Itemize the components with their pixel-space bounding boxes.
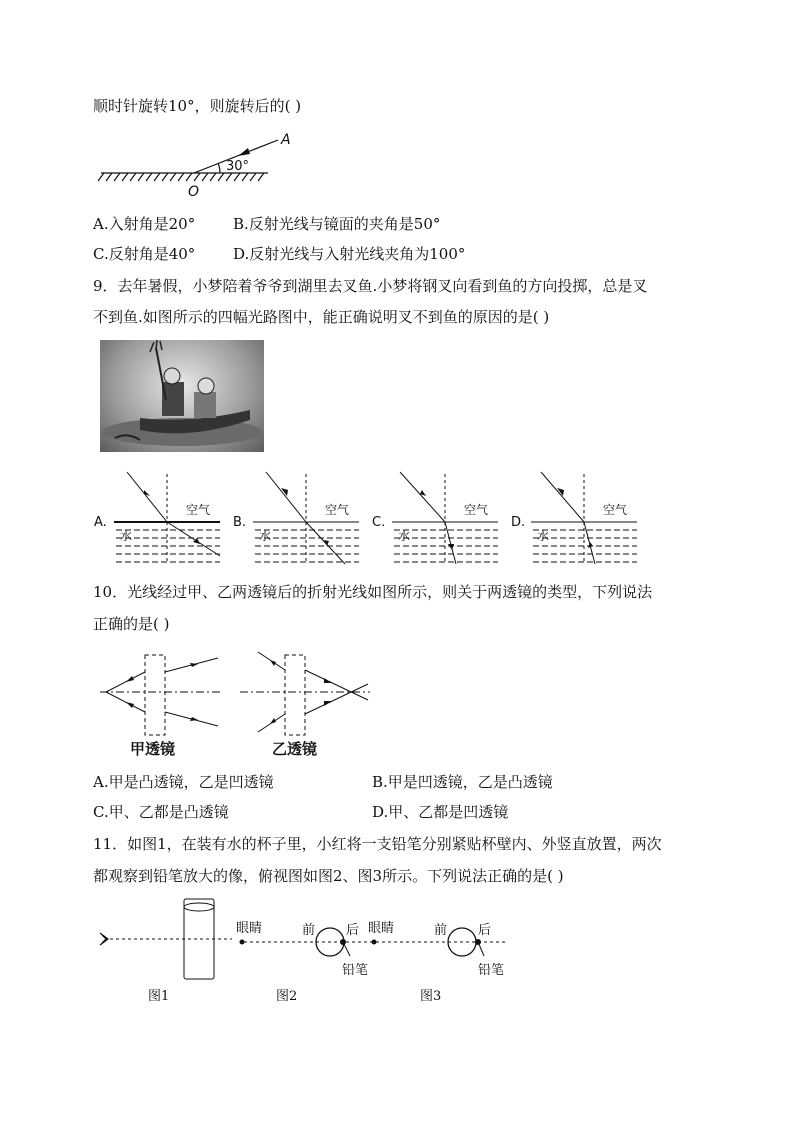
- q9-diagram-c: [372, 468, 502, 568]
- q9-line-1: 9．去年暑假，小梦陪着爷爷到湖里去叉鱼.小梦将钢叉向看到鱼的方向投掷，总是叉: [93, 277, 648, 295]
- figure-2-pencil-label: 铅笔: [342, 963, 369, 978]
- q9-diagram-d: [511, 468, 641, 568]
- q8-point-a: A: [281, 132, 291, 148]
- figure-2-back-label: 后: [346, 923, 360, 938]
- q10-option-c: C.甲、乙都是凸透镜: [93, 803, 229, 821]
- q8-mirror-figure: [98, 128, 298, 198]
- q9-diagram-d-water: 水: [537, 529, 550, 543]
- figure-2-caption: 图2: [276, 989, 298, 1004]
- q8-point-o: O: [188, 184, 200, 200]
- q9-diagram-a-letter: A.: [94, 515, 107, 530]
- figure-2-topview: [236, 912, 386, 1002]
- q9-diagram-a-air: 空气: [186, 503, 211, 517]
- q9-diagram-d-air: 空气: [603, 503, 628, 517]
- q11-line-2: 都观察到铅笔放大的像，俯视图如图2、图3所示。下列说法正确的是( ): [93, 867, 564, 885]
- q9-diagram-d-letter: D.: [511, 515, 526, 530]
- lens-jia-caption: 甲透镜: [130, 740, 176, 758]
- lens-yi-caption: 乙透镜: [272, 740, 318, 758]
- q8-stem-tail: 顺时针旋转10°，则旋转后的( ): [93, 97, 302, 115]
- figure-3-eye-label: 眼睛: [368, 921, 395, 936]
- q8-option-d: D.反射光线与入射光线夹角为100°: [233, 245, 466, 263]
- eye-icon: [100, 933, 108, 945]
- figure-2-front-label: 前: [302, 923, 316, 938]
- q9-diagram-a-water: 水: [120, 529, 133, 543]
- q9-diagram-b-air: 空气: [325, 503, 350, 517]
- q8-option-c: C.反射角是40°: [93, 245, 196, 263]
- figure-1-cup: [96, 895, 236, 985]
- q9-diagram-c-letter: C.: [372, 515, 386, 530]
- q10-option-a: A.甲是凸透镜，乙是凹透镜: [93, 773, 274, 791]
- q9-diagram-a: [94, 468, 224, 568]
- q10-line-2: 正确的是( ): [93, 615, 170, 633]
- q8-option-a: A.入射角是20°: [93, 215, 196, 233]
- q9-diagram-b-water: 水: [259, 529, 272, 543]
- q10-line-1: 10．光线经过甲、乙两透镜后的折射光线如图所示，则关于两透镜的类型，下列说法: [93, 583, 653, 601]
- q9-diagram-c-air: 空气: [464, 503, 489, 517]
- q8-option-b: B.反射光线与镜面的夹角是50°: [233, 215, 441, 233]
- figure-3-back-label: 后: [478, 923, 492, 938]
- q9-diagram-b: [233, 468, 363, 568]
- fishing-photo: [100, 340, 264, 452]
- figure-3-topview: [370, 912, 520, 1002]
- figure-1-caption: 图1: [148, 989, 170, 1004]
- figure-3-front-label: 前: [434, 923, 448, 938]
- q8-angle-label: 30°: [226, 159, 250, 174]
- q9-diagram-c-water: 水: [398, 529, 411, 543]
- lens-yi-figure: [240, 650, 380, 740]
- q9-line-2: 不到鱼.如图所示的四幅光路图中，能正确说明叉不到鱼的原因的是( ): [93, 308, 550, 326]
- figure-3-caption: 图3: [420, 989, 442, 1004]
- q10-option-b: B.甲是凹透镜，乙是凸透镜: [372, 773, 553, 791]
- q10-option-d: D.甲、乙都是凹透镜: [372, 803, 509, 821]
- lens-jia-figure: [100, 650, 230, 740]
- q9-diagram-b-letter: B.: [233, 515, 247, 530]
- figure-3-pencil-label: 铅笔: [478, 963, 505, 978]
- figure-2-eye-label: 眼睛: [236, 921, 263, 936]
- q11-line-1: 11．如图1，在装有水的杯子里，小红将一支铅笔分别紧贴杯壁内、外竖直放置，两次: [93, 835, 662, 853]
